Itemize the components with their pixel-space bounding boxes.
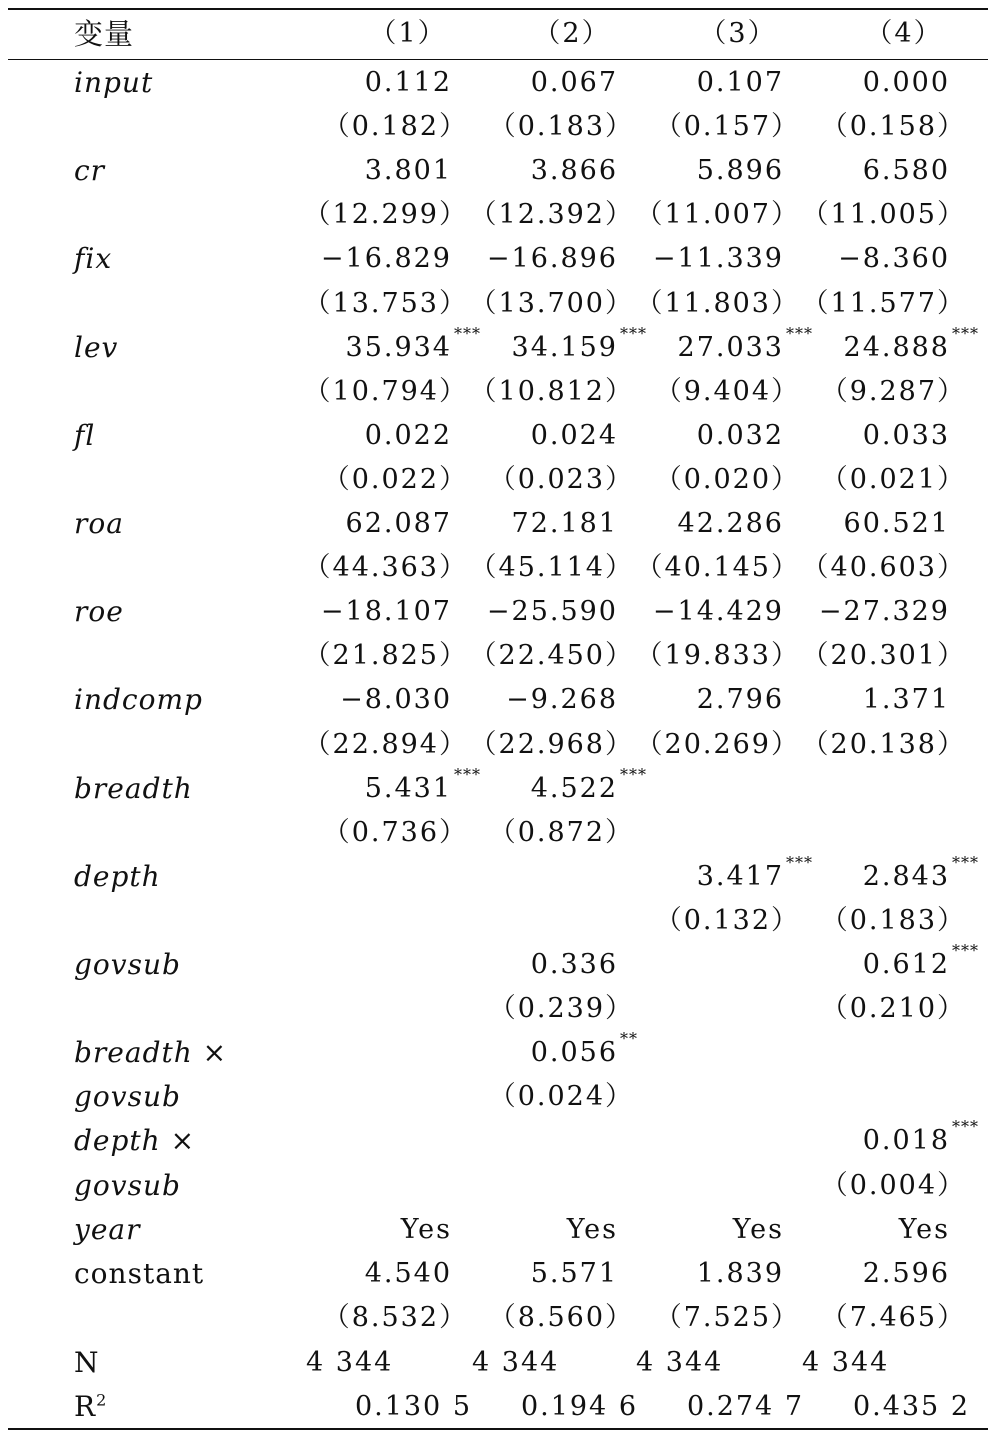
top-rule	[8, 8, 988, 10]
cell-value: 0.056 **	[530, 1029, 638, 1069]
cell-value: 0.067	[530, 67, 618, 98]
cell-value: （40.145）	[635, 552, 800, 584]
table-row	[8, 323, 988, 370]
header-variable-label: 变量	[74, 17, 135, 51]
coefficient-cell	[340, 678, 452, 722]
cell-value: Yes	[566, 1213, 618, 1245]
significance-stars: ***	[454, 764, 481, 784]
std-error-cell	[802, 634, 966, 678]
table-row	[8, 458, 988, 502]
coefficient-cell	[653, 237, 784, 281]
table-row	[8, 193, 988, 237]
coefficient-cell	[844, 502, 950, 546]
std-error-cell	[304, 634, 468, 678]
cell-value: （0.736）	[322, 816, 468, 848]
coefficient-cell	[899, 1208, 950, 1252]
coefficient-cell	[697, 414, 784, 458]
n-value-2: 4 344	[472, 1347, 560, 1378]
cell-value: 1.839	[696, 1257, 784, 1289]
cell-value: 1.371	[862, 684, 950, 716]
r2-value-2: 0.194 6	[520, 1391, 638, 1422]
coefficient-cell	[697, 149, 784, 193]
n-value-1: 4 344	[306, 1347, 394, 1378]
row-variable-label: govsub	[74, 1168, 181, 1202]
cell-value: （20.269）	[635, 728, 800, 760]
coefficient-cell	[838, 237, 950, 281]
coefficient-cell	[530, 764, 647, 811]
cell-value: （8.532）	[322, 1301, 468, 1333]
coefficient-cell	[364, 764, 481, 811]
coefficient-cell	[697, 61, 784, 105]
std-error-cell	[470, 370, 634, 414]
cell-value: （10.794）	[303, 375, 468, 407]
coefficient-cell	[677, 323, 813, 370]
coefficient-cell	[697, 1252, 784, 1296]
coefficient-cell	[401, 1208, 452, 1252]
coefficient-cell	[506, 678, 618, 722]
cell-value: （22.450）	[469, 640, 634, 672]
cell-value: （0.872）	[488, 816, 634, 848]
cell-value: −27.329	[818, 596, 950, 628]
cell-value: （0.157）	[654, 111, 800, 143]
cell-value: （0.183）	[488, 111, 634, 143]
cell-value: 60.521	[843, 508, 950, 539]
cell-value: −9.268	[506, 684, 618, 716]
cell-value: （22.968）	[469, 728, 634, 760]
cell-value: （20.301）	[801, 640, 966, 672]
cell-value: 3.801	[364, 155, 452, 187]
cell-value: −16.829	[320, 243, 452, 275]
cell-value: 24.888 ***	[843, 323, 979, 363]
cell-value: 2.796	[696, 684, 784, 716]
cell-value: 2.596	[862, 1257, 950, 1289]
std-error-cell	[304, 370, 468, 414]
cell-value: 35.934 ***	[345, 323, 481, 363]
cell-value: （0.182）	[322, 111, 468, 143]
cell-value: 0.022	[364, 419, 452, 451]
cell-value: 34.159 ***	[511, 323, 647, 363]
std-error-cell	[489, 1075, 634, 1119]
std-error-cell	[304, 723, 468, 767]
table-row	[8, 1164, 988, 1208]
coefficient-cell	[530, 1029, 638, 1075]
cell-value: （9.287）	[820, 375, 966, 407]
row-variable-label: depth	[74, 859, 161, 893]
cell-value: 72.181	[511, 508, 618, 539]
significance-stars: ***	[952, 1117, 979, 1137]
cell-value: （13.700）	[469, 287, 634, 319]
cell-value: −8.360	[838, 243, 950, 275]
cell-value: （11.005）	[801, 199, 966, 231]
table-row	[8, 1075, 988, 1119]
table-row	[8, 1031, 988, 1075]
table-row	[8, 546, 988, 590]
row-variable-label: fix	[74, 242, 113, 276]
cell-value: （21.825）	[303, 640, 468, 672]
coefficient-cell	[365, 414, 452, 458]
coefficient-cell	[862, 1117, 979, 1163]
std-error-cell	[655, 370, 800, 414]
coefficient-cell	[862, 852, 979, 899]
table-row	[8, 61, 988, 105]
cell-value: （20.138）	[801, 728, 966, 760]
cell-value: （12.299）	[303, 199, 468, 231]
cell-value: （0.020）	[654, 463, 800, 495]
std-error-cell	[802, 282, 966, 326]
coefficient-cell	[511, 323, 647, 370]
significance-stars: **	[620, 1029, 638, 1049]
cell-value: −25.590	[486, 596, 618, 628]
cell-value: （44.363）	[303, 552, 468, 584]
coefficient-cell	[862, 941, 979, 987]
coefficient-cell	[531, 943, 618, 987]
std-error-cell	[821, 105, 966, 149]
row-variable-label: depth ×	[74, 1124, 196, 1158]
cell-value: 6.580	[862, 155, 950, 187]
table-row	[8, 1119, 988, 1163]
coefficient-cell	[696, 852, 813, 899]
coefficient-cell	[321, 590, 452, 634]
cell-value: （0.021）	[820, 463, 966, 495]
cell-value: 0.000	[862, 67, 950, 98]
r2-value-4: 0.435 2	[852, 1391, 970, 1422]
row-variable-label: cr	[74, 154, 106, 188]
std-error-cell	[323, 1296, 468, 1340]
table-row	[8, 370, 988, 414]
r2-row	[8, 1385, 988, 1429]
row-variable-label: roa	[74, 507, 124, 540]
table-row	[8, 723, 988, 767]
n-value-3: 4 344	[636, 1347, 724, 1378]
table-row	[8, 987, 988, 1031]
table-row	[8, 1296, 988, 1340]
cell-value: −8.030	[340, 684, 452, 716]
std-error-cell	[323, 811, 468, 855]
header-rule	[8, 59, 988, 60]
cell-value: 5.571	[530, 1257, 618, 1289]
cell-value: （0.022）	[322, 463, 468, 495]
cell-value: 0.033	[862, 419, 950, 451]
std-error-cell	[802, 193, 966, 237]
cell-value: 5.431 ***	[364, 764, 481, 804]
cell-value: （45.114）	[469, 552, 634, 584]
coefficient-cell	[487, 590, 618, 634]
cell-value: （0.158）	[820, 111, 966, 143]
cell-value: 0.612 ***	[862, 941, 979, 980]
std-error-cell	[636, 282, 800, 326]
cell-value: 0.032	[696, 419, 784, 451]
header-col-3: （3）	[699, 18, 777, 49]
n-label: N	[74, 1346, 100, 1379]
significance-stars: ***	[786, 323, 813, 343]
cell-value: （7.465）	[820, 1301, 966, 1333]
cell-value: （10.812）	[469, 375, 634, 407]
significance-stars: ***	[952, 852, 979, 872]
cell-value: （11.007）	[635, 199, 800, 231]
cell-value: （0.239）	[488, 993, 634, 1025]
r2-value-1: 0.130 5	[354, 1391, 472, 1422]
row-variable-label: govsub	[74, 1080, 181, 1114]
significance-stars: ***	[620, 764, 647, 784]
coefficient-cell	[345, 323, 481, 370]
cell-value: −16.896	[486, 243, 618, 275]
header-col-4: （4）	[865, 18, 943, 49]
row-variable-label: govsub	[74, 948, 181, 981]
significance-stars: ***	[952, 941, 979, 960]
coefficient-cell	[567, 1208, 618, 1252]
std-error-cell	[802, 723, 966, 767]
cell-value: 0.018 ***	[862, 1117, 979, 1157]
cell-value: 27.033 ***	[677, 323, 813, 363]
cell-value: 42.286	[677, 508, 784, 539]
std-error-cell	[655, 105, 800, 149]
table-row	[8, 943, 988, 987]
row-variable-label: year	[74, 1212, 141, 1246]
coefficient-cell	[531, 149, 618, 193]
n-value-4: 4 344	[802, 1347, 890, 1378]
std-error-cell	[821, 987, 966, 1031]
std-error-cell	[821, 1296, 966, 1340]
coefficient-cell	[365, 1252, 452, 1296]
std-error-cell	[304, 193, 468, 237]
table-row	[8, 105, 988, 149]
row-variable-label: breadth	[74, 771, 193, 805]
table-row	[8, 1252, 988, 1296]
r2-value-3: 0.274 7	[686, 1391, 804, 1422]
row-variable-label: breadth ×	[74, 1036, 228, 1070]
header-row	[8, 12, 988, 56]
std-error-cell	[470, 193, 634, 237]
coefficient-cell	[863, 149, 950, 193]
std-error-cell	[636, 546, 800, 590]
std-error-cell	[636, 634, 800, 678]
cell-value: （11.803）	[635, 287, 800, 319]
std-error-cell	[655, 899, 800, 943]
std-error-cell	[323, 458, 468, 502]
significance-stars: ***	[620, 323, 647, 343]
coefficient-cell	[697, 678, 784, 722]
coefficient-cell	[863, 678, 950, 722]
cell-value: 3.417 ***	[696, 852, 813, 892]
coefficient-cell	[531, 414, 618, 458]
significance-stars: ***	[454, 323, 481, 343]
cell-value: （13.753）	[303, 287, 468, 319]
coefficient-cell	[487, 237, 618, 281]
std-error-cell	[323, 105, 468, 149]
std-error-cell	[470, 634, 634, 678]
bottom-rule	[8, 1428, 988, 1430]
row-variable-label: indcomp	[74, 683, 203, 717]
std-error-cell	[470, 282, 634, 326]
cell-value: −18.107	[320, 596, 452, 628]
row-variable-label: fl	[74, 418, 96, 452]
std-error-cell	[489, 458, 634, 502]
coefficient-cell	[512, 502, 618, 546]
cell-value: （9.404）	[654, 375, 800, 407]
table-row	[8, 852, 988, 899]
cell-value: 0.024	[530, 419, 618, 451]
coefficient-cell	[321, 237, 452, 281]
coefficient-cell	[843, 323, 979, 370]
std-error-cell	[489, 1296, 634, 1340]
cell-value: 62.087	[345, 508, 452, 539]
table-row	[8, 899, 988, 943]
cell-value: −14.429	[652, 596, 784, 628]
cell-value: Yes	[400, 1213, 452, 1245]
coefficient-cell	[653, 590, 784, 634]
cell-value: 0.336	[530, 949, 618, 980]
cell-value: 0.107	[696, 67, 784, 98]
std-error-cell	[821, 458, 966, 502]
std-error-cell	[304, 546, 468, 590]
table-row	[8, 414, 988, 458]
table-row	[8, 811, 988, 855]
cell-value: （7.525）	[654, 1301, 800, 1333]
table-row	[8, 237, 988, 281]
std-error-cell	[655, 458, 800, 502]
table-row	[8, 282, 988, 326]
cell-value: 4.522 ***	[530, 764, 647, 804]
coefficient-cell	[531, 61, 618, 105]
coefficient-cell	[863, 61, 950, 105]
cell-value: 5.896	[696, 155, 784, 187]
coefficient-cell	[863, 414, 950, 458]
std-error-cell	[489, 811, 634, 855]
std-error-cell	[636, 193, 800, 237]
std-error-cell	[655, 1296, 800, 1340]
std-error-cell	[802, 546, 966, 590]
cell-value: （0.183）	[820, 904, 966, 936]
std-error-cell	[470, 723, 634, 767]
coefficient-cell	[365, 61, 452, 105]
row-variable-label: constant	[74, 1256, 205, 1290]
std-error-cell	[821, 1164, 966, 1208]
cell-value: （8.560）	[488, 1301, 634, 1333]
cell-value: （0.004）	[820, 1169, 966, 1201]
cell-value: （11.577）	[801, 287, 966, 319]
cell-value: 2.843 ***	[862, 852, 979, 892]
cell-value: （0.210）	[820, 993, 966, 1025]
significance-stars: ***	[786, 852, 813, 872]
cell-value: Yes	[898, 1213, 950, 1245]
std-error-cell	[470, 546, 634, 590]
coefficient-cell	[531, 1252, 618, 1296]
cell-value: 0.112	[364, 67, 452, 98]
cell-value: 3.866	[530, 155, 618, 187]
table-row	[8, 590, 988, 634]
std-error-cell	[821, 370, 966, 414]
std-error-cell	[489, 105, 634, 149]
header-col-2: （2）	[533, 18, 611, 49]
cell-value: （0.024）	[488, 1081, 634, 1113]
coefficient-cell	[346, 502, 452, 546]
std-error-cell	[489, 987, 634, 1031]
coefficient-cell	[819, 590, 950, 634]
cell-value: （0.132）	[654, 904, 800, 936]
table-row	[8, 502, 988, 546]
cell-value: 4.540	[364, 1257, 452, 1289]
cell-value: −11.339	[652, 243, 784, 275]
std-error-cell	[821, 899, 966, 943]
n-row	[8, 1341, 988, 1385]
std-error-cell	[304, 282, 468, 326]
table-row	[8, 149, 988, 193]
cell-value: （19.833）	[635, 640, 800, 672]
table-row	[8, 678, 988, 722]
coefficient-cell	[863, 1252, 950, 1296]
cell-value: （22.894）	[303, 728, 468, 760]
coefficient-cell	[733, 1208, 784, 1252]
table-row	[8, 1208, 988, 1252]
cell-value: Yes	[732, 1213, 784, 1245]
header-col-1: （1）	[369, 18, 447, 49]
coefficient-cell	[678, 502, 784, 546]
cell-value: （40.603）	[801, 552, 966, 584]
table-row	[8, 764, 988, 811]
r2-label: $R^2$	[74, 1390, 108, 1423]
row-variable-label: roe	[74, 595, 124, 629]
cell-value: （12.392）	[469, 199, 634, 231]
significance-stars: ***	[952, 323, 979, 343]
row-variable-label: lev	[74, 330, 119, 364]
cell-value: （0.023）	[488, 463, 634, 495]
coefficient-cell	[365, 149, 452, 193]
table-row	[8, 634, 988, 678]
std-error-cell	[636, 723, 800, 767]
row-variable-label: input	[74, 66, 154, 99]
